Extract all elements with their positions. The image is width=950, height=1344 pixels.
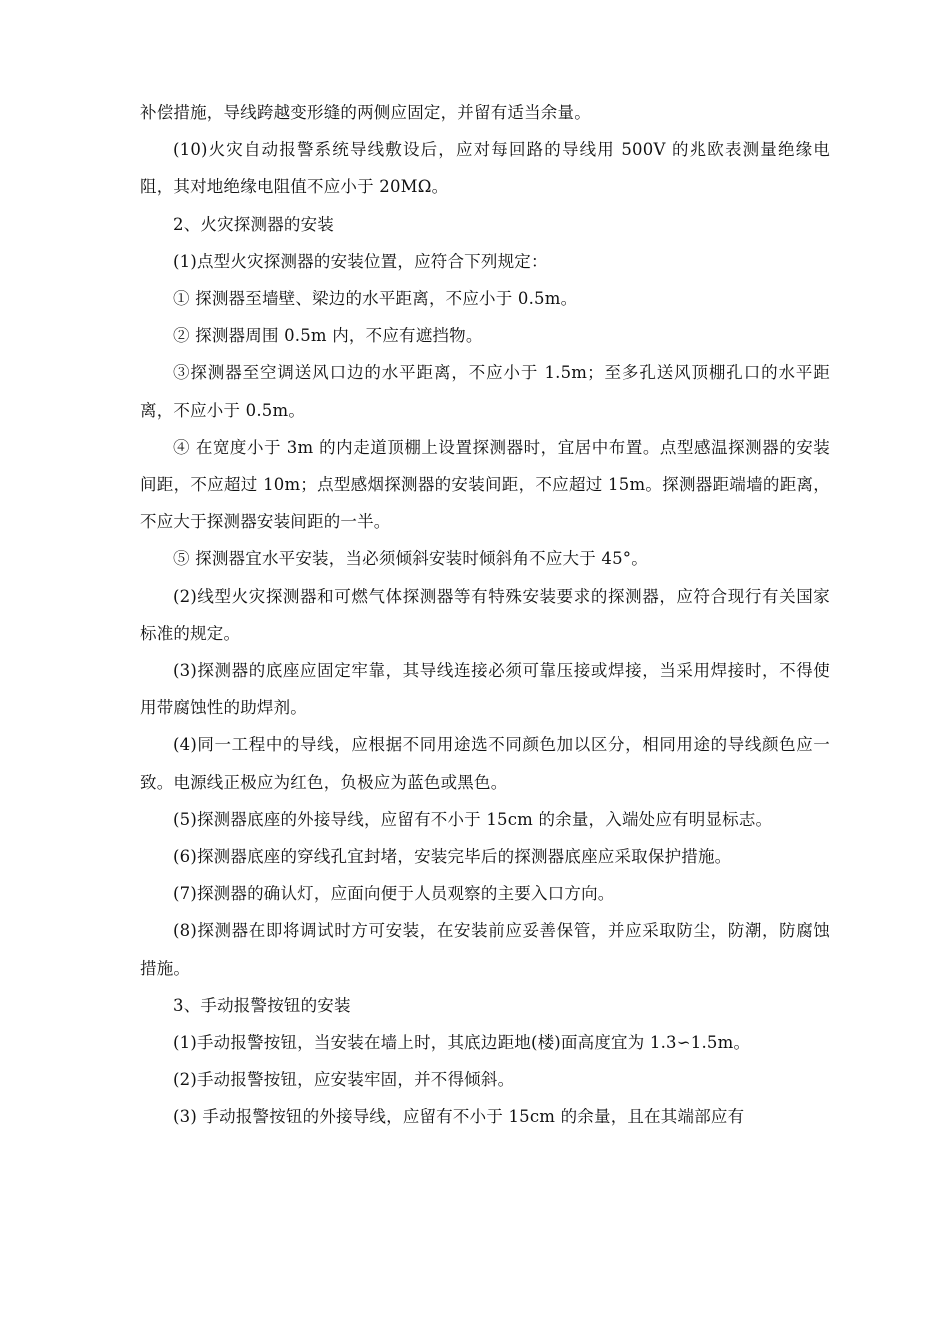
paragraph-subitem-1: ① 探测器至墙壁、梁边的水平距离，不应小于 0.5m。 bbox=[173, 289, 578, 309]
paragraph-subitem-2: ② 探测器周围 0.5m 内，不应有遮挡物。 bbox=[173, 326, 483, 346]
paragraph-item-7: (7)探测器的确认灯，应面向便于人员观察的主要入口方向。 bbox=[173, 884, 615, 904]
paragraph-item-5: (5)探测器底座的外接导线，应留有不小于 15cm 的余量，入端处应有明显标志。 bbox=[173, 809, 773, 829]
section-heading-manual-alarm-button: 3、手动报警按钮的安装 bbox=[173, 995, 351, 1015]
paragraph-item-3: (3)探测器的底座应固定牢靠，其导线连接必须可靠压接或焊接，当采用焊接时，不得使用带腐蚀性的助焊剂。 bbox=[140, 661, 830, 718]
paragraph-item-8: (8)探测器在即将调试时方可安装，在安装前应妥善保管，并应采取防尘，防潮，防腐蚀措施。 bbox=[140, 921, 830, 978]
paragraph-item-4: (4)同一工程中的导线，应根据不同用途选不同颜色加以区分，相同用途的导线颜色应一致。电源线正极应为红色，负极应为蓝色或黑色。 bbox=[140, 735, 830, 792]
section-heading-detector-installation: 2、火灾探测器的安装 bbox=[173, 214, 334, 234]
paragraph-button-item-1: (1)手动报警按钮，当安装在墙上时，其底边距地(楼)面高度宜为 1.3∽1.5m。 bbox=[173, 1033, 751, 1053]
paragraph-button-item-2: (2)手动报警按钮，应安装牢固，并不得倾斜。 bbox=[173, 1070, 515, 1090]
document-body bbox=[140, 94, 830, 1136]
paragraph-subitem-4: ④ 在宽度小于 3m 的内走道顶棚上设置探测器时，宜居中布置。点型感温探测器的安装间距，不应超过 10m；点型感烟探测器的安装间距，不应超过 15m。探测器距端墙的距离，不应大于探测器安装间距的一半。 bbox=[140, 437, 830, 532]
paragraph-subitem-3: ③探测器至空调送风口边的水平距离，不应小于 1.5m；至多孔送风顶棚孔口的水平距离，不应小于 0.5m。 bbox=[140, 363, 830, 420]
paragraph-item-10: (10)火灾自动报警系统导线敷设后，应对每回路的导线用 500V 的兆欧表测量绝缘电阻，其对地绝缘电阻值不应小于 20MΩ。 bbox=[140, 140, 830, 197]
paragraph-item-1: (1)点型火灾探测器的安装位置，应符合下列规定： bbox=[173, 251, 548, 271]
paragraph-item-2: (2)线型火灾探测器和可燃气体探测器等有特殊安装要求的探测器，应符合现行有关国家标准的规定。 bbox=[140, 586, 830, 643]
paragraph-item-6: (6)探测器底座的穿线孔宜封堵，安装完毕后的探测器底座应采取保护措施。 bbox=[173, 847, 732, 867]
paragraph-button-item-3: (3) 手动报警按钮的外接导线，应留有不小于 15cm 的余量，且在其端部应有 bbox=[173, 1107, 745, 1127]
paragraph-continuation: 补偿措施，导线跨越变形缝的两侧应固定，并留有适当余量。 bbox=[140, 103, 591, 122]
paragraph-subitem-5: ⑤ 探测器宜水平安装，当必须倾斜安装时倾斜角不应大于 45°。 bbox=[173, 549, 648, 569]
